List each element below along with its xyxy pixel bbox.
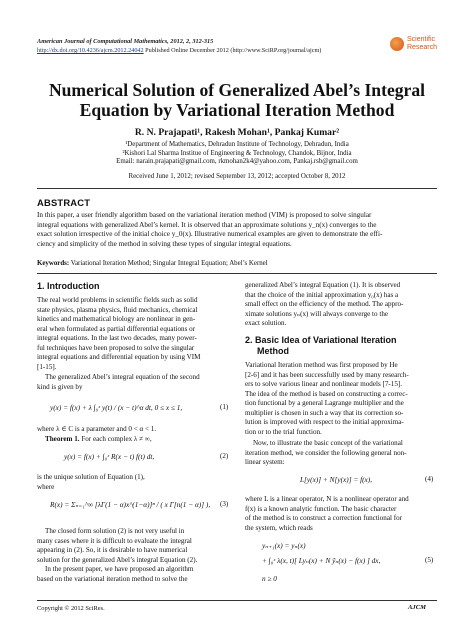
text-line: based on the variational iteration method to solve the bbox=[37, 574, 188, 583]
equation-5-number: (5) bbox=[425, 556, 434, 564]
text-line: exact solution. bbox=[245, 319, 287, 327]
text-line: In the present paper, we have proposed an algorithm bbox=[45, 565, 194, 573]
title-line-1: Numerical Solution of Generalized Abel’s Integral bbox=[48, 80, 426, 100]
journal-citation: American Journal of Computational Mathematics, 2012, 2, 312-315 bbox=[37, 38, 214, 45]
publisher-logo bbox=[390, 34, 460, 60]
text-line: The generalized Abel’s integral equation of the second bbox=[45, 373, 200, 381]
unique-solution-text bbox=[37, 473, 231, 492]
text-line: linear system: bbox=[245, 458, 285, 466]
text-line: iteration method, we consider the following general non- bbox=[245, 448, 407, 457]
doi-line bbox=[37, 47, 321, 54]
divider-bottom bbox=[37, 273, 437, 274]
received-dates: Received June 1, 2012; revised September 13, 2012; accepted October 8, 2012 bbox=[128, 173, 346, 180]
section-2-paragraph-2 bbox=[245, 439, 437, 468]
keywords bbox=[37, 260, 437, 267]
text-line: the system, which reads bbox=[245, 523, 313, 532]
logo-text-line2: Research bbox=[407, 44, 437, 51]
text-line: state physics, plasma physics, fluid mechanics, chemical bbox=[37, 305, 198, 314]
keywords-label: Keywords: bbox=[37, 260, 70, 267]
equation-5-line-3: n ≥ 0 bbox=[262, 574, 277, 583]
abstract-line: ciency and simplicity of the method in solving these types of singular integral equations. bbox=[37, 239, 292, 248]
footer-rule bbox=[37, 600, 437, 601]
text-line: The idea of the method is based on constructing a correc- bbox=[245, 389, 408, 398]
equation-2-number: (2) bbox=[220, 452, 229, 460]
text-line: lution is improved with respect to the initial approxima- bbox=[245, 418, 404, 426]
abstract-text bbox=[37, 211, 437, 249]
text-line: many cases where it is difficult to evaluate the integral bbox=[37, 536, 192, 545]
text-line: kinetics and mathematical biology are nonlinear in gen- bbox=[37, 315, 196, 323]
authors: R. N. Prajapati¹, Rakesh Mohan¹, Pankaj Kumar² bbox=[134, 127, 340, 138]
right-intro-continuation bbox=[245, 281, 437, 329]
text-line: small effect on the efficiency of the method. The appro- bbox=[245, 300, 404, 308]
abstract-line: exact solution irrespective of the initial choice y_0(x). Illustrative numerical examples are given to demonstrate the effi- bbox=[37, 230, 383, 239]
text-line: generalized Abel’s integral Equation (1). It is observed bbox=[245, 281, 401, 289]
section-2-heading bbox=[245, 335, 397, 357]
text-line: Now, to illustrate the basic concept of the variational bbox=[253, 439, 403, 447]
divider-top bbox=[37, 188, 437, 189]
text-line: f(x) is a known analytic function. The basic character bbox=[245, 504, 397, 513]
logo-text-line1: Scientific bbox=[407, 36, 436, 43]
intro-heading: 1. Introduction bbox=[37, 281, 100, 291]
text-line: ximate solutions yₙ(x) will always converge to the bbox=[245, 309, 389, 318]
text-line: solution for the generalized Abel’s integral Equation (2). bbox=[37, 555, 198, 564]
email-line: Email: narain.prajapati@gmail.com, rkmohan2k4@yahoo.com, Pankaj.rsb@gmail.com bbox=[116, 158, 358, 165]
text-line: of the method is to construct a correction functional for bbox=[245, 514, 402, 522]
equation-3: R(x) = Σₙ₌₁^∞ [λΓ(1 − α)x^(1−α)]ⁿ / ( x Γ[n(1 − α)] ), bbox=[50, 500, 211, 509]
heading-line: Method bbox=[257, 346, 289, 356]
text-line: tion or to the trial function. bbox=[245, 427, 322, 436]
text-line: The closed form solution (2) is not very useful in bbox=[45, 527, 185, 535]
text-line: multiplier is chosen in such a way that its correction so- bbox=[245, 408, 404, 417]
text-line: integral equations and differential equation by using VIM bbox=[37, 353, 201, 361]
affiliation-1: ¹Department of Mathematics, Dehradun Institute of Technology, Dehradun, India bbox=[125, 141, 349, 148]
copyright: Copyright © 2012 SciRes. bbox=[37, 605, 105, 612]
text-line: The real world problems in scientific fields such as solid bbox=[37, 296, 198, 304]
abstract-line: integral equations with generalized Abel’s kernel. It is observed that an approximate solutions y_n(x) converges to the bbox=[37, 220, 377, 229]
text-line: Variational Iteration method was first proposed by He bbox=[245, 361, 398, 369]
text-line: [1-15]. bbox=[37, 362, 57, 371]
text-line: [2-6] and it has been successfully used by many research- bbox=[245, 370, 409, 379]
equation-3-number: (3) bbox=[220, 500, 229, 508]
journal-abbreviation: AJCM bbox=[408, 604, 426, 611]
section-2-paragraph-1 bbox=[245, 361, 437, 437]
intro-paragraph-3 bbox=[37, 527, 231, 584]
text-line: ful techniques have been proposed to solve the singular bbox=[37, 343, 195, 352]
theorem-label: Theorem 1. bbox=[45, 435, 80, 443]
equation-1-number: (1) bbox=[220, 403, 229, 411]
equation-4: L[y(x)] + N[y(x)] = f(x), bbox=[300, 475, 373, 484]
logo-icon bbox=[390, 37, 404, 51]
abstract-line: In this paper, a user friendly algorithm based on the variational iteration method (VIM) is proposed to solve singular bbox=[37, 211, 372, 219]
text-line: where L is a linear operator, N is a nonlinear operator and bbox=[245, 495, 409, 503]
section-2-paragraph-3 bbox=[245, 495, 437, 533]
intro-paragraph-1 bbox=[37, 296, 231, 372]
equation-5-line-2: + ∫₀ˣ λ(x, t)[ Lyₙ(x) + N ỹₙ(x) − f(x) ] dx, bbox=[262, 556, 381, 565]
doi-link[interactable]: http://dx.doi.org/10.4236/ajcm.2012.24042 bbox=[37, 47, 144, 54]
title-line-2: Equation by Variational Iteration Method bbox=[79, 100, 395, 120]
text-line: is the unique solution of Equation (1), bbox=[37, 473, 145, 481]
theorem-1 bbox=[45, 435, 152, 445]
text-line: ers to solve various linear and nonlinear models [7-15]. bbox=[245, 380, 403, 388]
published-note: Published Online December 2012 (http://www.SciRP.org/journal/ajcm) bbox=[143, 47, 322, 54]
paper-title bbox=[37, 80, 437, 120]
equation-1: y(x) = f(x) + λ ∫₀ˣ y(t) / (x − t)^α dt, 0 ≤ x ≤ 1, bbox=[50, 403, 183, 412]
where-line: where λ ∈ C is a parameter and 0 < α < 1. bbox=[37, 425, 157, 433]
text-line: appearing in (2). So, it is desirable to have numerical bbox=[37, 546, 188, 554]
text-line: where bbox=[37, 482, 55, 491]
text-line: kind is given by bbox=[37, 382, 83, 391]
abstract-heading: ABSTRACT bbox=[37, 197, 91, 208]
theorem-text: For each complex λ ≠ ∞, bbox=[79, 435, 152, 443]
heading-line: 2. Basic Idea of Variational Iteration bbox=[245, 335, 397, 345]
equation-5-line-1: yₙ₊₁(x) = yₙ(x) bbox=[262, 541, 306, 550]
keywords-text: Variational Iteration Method; Singular Integral Equation; Abel’s Kernel bbox=[69, 260, 268, 267]
equation-4-number: (4) bbox=[425, 475, 434, 483]
text-line: tion functional by a general Lagrange multiplier and the bbox=[245, 399, 404, 407]
text-line: that the choice of the initial approximation y₀(x) has a bbox=[245, 290, 399, 299]
intro-paragraph-2 bbox=[37, 373, 231, 392]
text-line: integral equations. In the last two decades, many power- bbox=[37, 334, 197, 342]
equation-2: y(x) = f(x) + ∫₀ˣ R(x − t) f(t) dt, bbox=[64, 452, 155, 461]
text-line: eral when formulated as partial differential equations or bbox=[37, 324, 196, 333]
affiliation-2: ²Kishori Lal Sharma Institue of Engineering & Technology, Chandok, Bijnor, India bbox=[122, 149, 352, 157]
